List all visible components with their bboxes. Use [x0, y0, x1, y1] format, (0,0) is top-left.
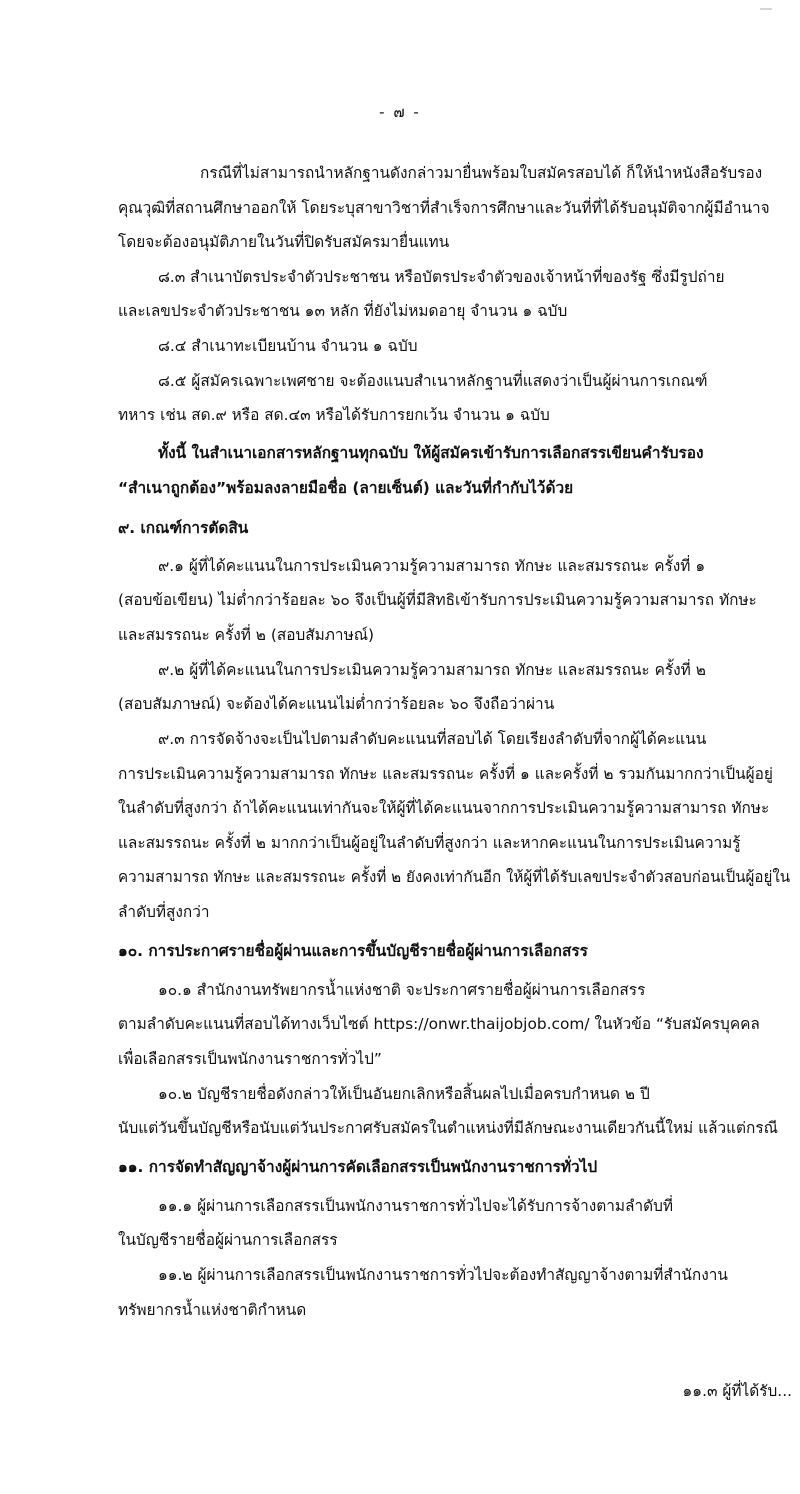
- text-line: ทหาร เช่น สด.๙ หรือ สด.๔๓ หรือได้รับการยกเว้น จำนวน ๑ ฉบับ: [118, 406, 550, 424]
- text-line: (สอบสัมภาษณ์) จะต้องได้คะแนนไม่ต่ำกว่าร้อยละ ๖๐ จึงถือว่าผ่าน: [118, 695, 555, 713]
- text-line: ตามลำดับคะแนนที่สอบได้ทางเว็บไซต์ https://onwr.thaijobjob.com/ ในหัวข้อ “รับสมัครบุคคล: [118, 1015, 760, 1033]
- text-line: ทั้งนี้ ในสำเนาเอกสารหลักฐานทุกฉบับ ให้ผู้สมัครเข้ารับการเลือกสรรเขียนคำรับรอง: [158, 444, 704, 462]
- text-line: ความสามารถ ทักษะ และสมรรถนะ ครั้งที่ ๒ ยังคงเท่ากันอีก ให้ผู้ที่ได้รับเลขประจำตัวสอบก่อนเป็นผู้อยู่ใน: [118, 868, 791, 886]
- text-line: ๑๐.๑ สำนักงานทรัพยากรน้ำแห่งชาติ จะประกาศรายชื่อผู้ผ่านการเลือกสรร: [158, 981, 646, 999]
- section-heading: ๑๐. การประกาศรายชื่อผู้ผ่านและการขึ้นบัญชีรายชื่อผู้ผ่านการเลือกสรร: [118, 942, 588, 960]
- text-line: ๑๑.๑ ผู้ผ่านการเลือกสรรเป็นพนักงานราชการทั่วไปจะได้รับการจ้างตามลำดับที่: [158, 1197, 674, 1215]
- section-heading: ๑๑. การจัดทำสัญญาจ้างผู้ผ่านการคัดเลือกสรรเป็นพนักงานราชการทั่วไป: [118, 1158, 598, 1176]
- text-line: โดยจะต้องอนุมัติภายในวันที่ปิดรับสมัครมายื่นแทน: [118, 233, 450, 251]
- text-line: การประเมินความรู้ความสามารถ ทักษะ และสมรรถนะ ครั้งที่ ๑ และครั้งที่ ๒ รวมกันมากกว่าเป็นผู้อยู่: [118, 765, 773, 783]
- text-line: “สำเนาถูกต้อง”พร้อมลงลายมือชื่อ (ลายเซ็นต์) และวันที่กำกับไว้ด้วย: [118, 479, 574, 497]
- text-line: ๘.๓ สำเนาบัตรประจำตัวประชาชน หรือบัตรประจำตัวของเจ้าหน้าที่ของรัฐ ซึ่งมีรูปถ่าย: [158, 268, 725, 286]
- text-line: นับแต่วันขึ้นบัญชีหรือนับแต่วันประกาศรับสมัครในตำแหน่งที่มีลักษณะงานเดียวกันนี้ใหม่ แล้วแต่กรณี: [118, 1119, 778, 1137]
- text-line: ๙.๓ การจัดจ้างจะเป็นไปตามลำดับคะแนนที่สอบได้ โดยเรียงลำดับที่จากผู้ได้คะแนน: [158, 730, 707, 748]
- text-line: และสมรรถนะ ครั้งที่ ๒ (สอบสัมภาษณ์): [118, 626, 375, 644]
- text-line: ลำดับที่สูงกว่า: [118, 903, 210, 921]
- text-line: ทรัพยากรน้ำแห่งชาติกำหนด: [118, 1301, 307, 1319]
- text-line: ๙.๑ ผู้ที่ได้คะแนนในการประเมินความรู้ความสามารถ ทักษะ และสมรรถนะ ครั้งที่ ๑: [158, 557, 706, 575]
- scan-mark: [760, 8, 772, 10]
- text-line: ๘.๕ ผู้สมัครเฉพาะเพศชาย จะต้องแนบสำเนาหลักฐานที่แสดงว่าเป็นผู้ผ่านการเกณฑ์: [158, 372, 708, 390]
- page-number: - ๗ -: [379, 103, 421, 121]
- text-line: ๑๐.๒ บัญชีรายชื่อดังกล่าวให้เป็นอันยกเลิกหรือสิ้นผลไปเมื่อครบกำหนด ๒ ปี: [158, 1085, 650, 1103]
- text-line: และสมรรถนะ ครั้งที่ ๒ มากกว่าเป็นผู้อยู่ในลำดับที่สูงกว่า และหากคะแนนในการประเมินความรู้: [118, 834, 741, 852]
- text-line: ๑๑.๒ ผู้ผ่านการเลือกสรรเป็นพนักงานราชการทั่วไปจะต้องทำสัญญาจ้างตามที่สำนักงาน: [158, 1266, 728, 1284]
- text-line: ในบัญชีรายชื่อผู้ผ่านการเลือกสรร: [118, 1231, 338, 1249]
- text-line: คุณวุฒิที่สถานศึกษาออกให้ โดยระบุสาขาวิชาที่สำเร็จการศึกษาและวันที่ที่ได้รับอนุมัติจากผู้มีอำนาจ: [118, 199, 770, 217]
- text-line: เพื่อเลือกสรรเป็นพนักงานราชการทั่วไป”: [118, 1050, 382, 1068]
- text-line: ในลำดับที่สูงกว่า ถ้าได้คะแนนเท่ากันจะให้ผู้ที่ได้คะแนนจากการประเมินความรู้ความสามารถ ทักษะ: [118, 799, 770, 817]
- text-line: กรณีที่ไม่สามารถนำหลักฐานดังกล่าวมายื่นพร้อมใบสมัครสอบได้ ก็ให้นำหนังสือรับรอง: [200, 164, 763, 182]
- continuation-footer: ๑๑.๓ ผู้ที่ได้รับ...: [682, 1382, 792, 1400]
- text-line: และเลขประจำตัวประชาชน ๑๓ หลัก ที่ยังไม่หมดอายุ จำนวน ๑ ฉบับ: [118, 302, 568, 320]
- section-heading: ๙. เกณฑ์การตัดสิน: [118, 519, 249, 537]
- text-line: ๘.๔ สำเนาทะเบียนบ้าน จำนวน ๑ ฉบับ: [158, 337, 418, 355]
- text-line: (สอบข้อเขียน) ไม่ต่ำกว่าร้อยละ ๖๐ จึงเป็นผู้ที่มีสิทธิเข้ารับการประเมินความรู้ความสามารถ ทักษะ: [118, 591, 757, 609]
- text-line: ๙.๒ ผู้ที่ได้คะแนนในการประเมินความรู้ความสามารถ ทักษะ และสมรรถนะ ครั้งที่ ๒: [158, 661, 706, 679]
